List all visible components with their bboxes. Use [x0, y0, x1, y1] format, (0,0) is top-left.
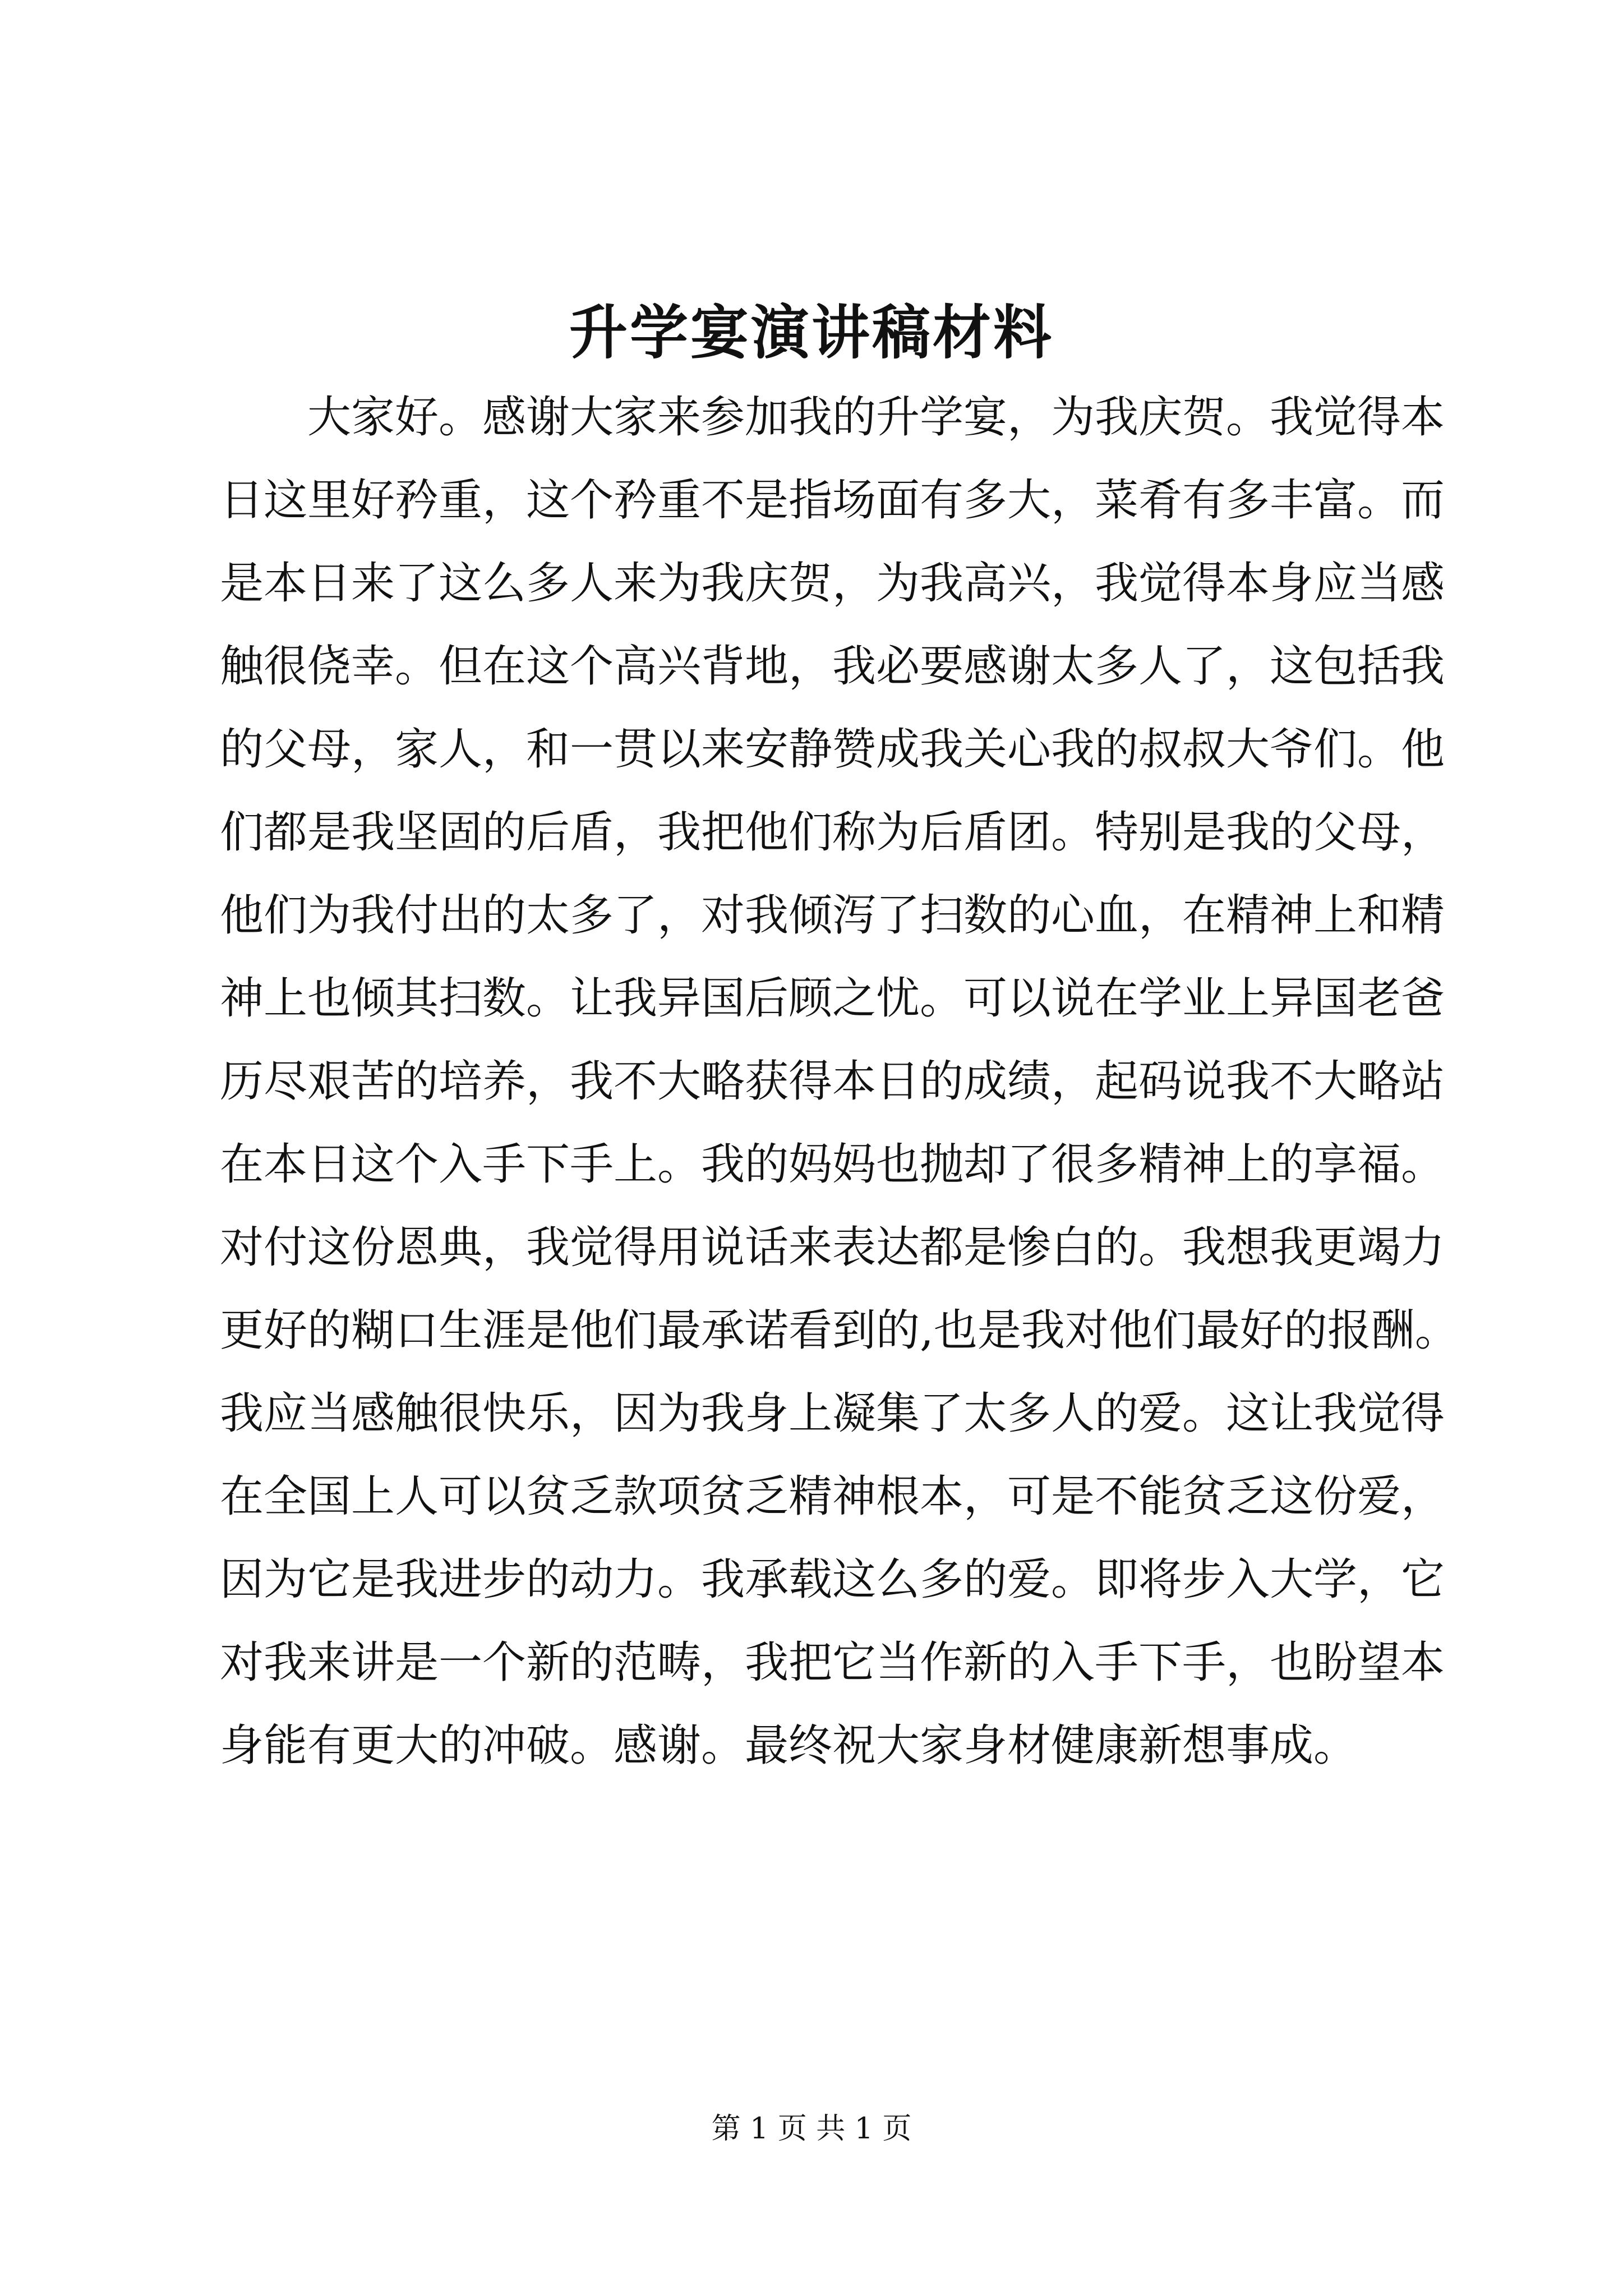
body-line: 身能有更大的冲破。感谢。最终祝大家身材健康新想事成。 — [220, 1720, 1358, 1771]
body-line: 我应当感触很快乐，因为我身上凝集了太多人的爱。这让我觉得 — [220, 1388, 1445, 1439]
body-line: 在全国上人可以贫乏款项贫乏精神根本，可是不能贫乏这份爱， — [220, 1471, 1445, 1522]
body-line: 的父母，家人，和一贯以来安静赞成我关心我的叔叔大爷们。他 — [220, 724, 1445, 775]
document-body — [220, 376, 1459, 1787]
body-line: 神上也倾其扫数。让我异国后顾之忧。可以说在学业上异国老爸 — [220, 973, 1445, 1024]
body-line: 他们为我付出的太多了，对我倾泻了扫数的心血，在精神上和精 — [220, 890, 1445, 941]
body-line: 更好的糊口生涯是他们最承诺看到的,也是我对他们最好的报酬。 — [220, 1305, 1459, 1356]
body-line: 因为它是我进步的动力。我承载这么多的爱。即将步入大学，它 — [220, 1554, 1445, 1605]
body-line: 历尽艰苦的培养，我不大略获得本日的成绩，起码说我不大略站 — [220, 1056, 1445, 1107]
body-line: 大家好。感谢大家来参加我的升学宴，为我庆贺。我觉得本 — [307, 392, 1445, 443]
body-line: 对付这份恩典，我觉得用说话来表达都是惨白的。我想我更竭力 — [220, 1222, 1445, 1273]
body-line: 对我来讲是一个新的范畴，我把它当作新的入手下手，也盼望本 — [220, 1637, 1445, 1688]
body-line: 是本日来了这么多人来为我庆贺，为我高兴，我觉得本身应当感 — [220, 558, 1445, 609]
document-title: 升学宴演讲稿材料 — [569, 298, 1054, 367]
page-footer: 第 1 页 共 1 页 — [711, 2112, 912, 2146]
body-line: 在本日这个入手下手上。我的妈妈也抛却了很多精神上的享福。 — [220, 1139, 1445, 1190]
body-line: 触很侥幸。但在这个高兴背地，我必要感谢太多人了，这包括我 — [220, 641, 1445, 692]
body-line: 日这里好矜重，这个矜重不是指场面有多大，菜肴有多丰富。而 — [220, 475, 1445, 526]
body-line: 们都是我坚固的后盾，我把他们称为后盾团。特别是我的父母， — [220, 807, 1445, 858]
